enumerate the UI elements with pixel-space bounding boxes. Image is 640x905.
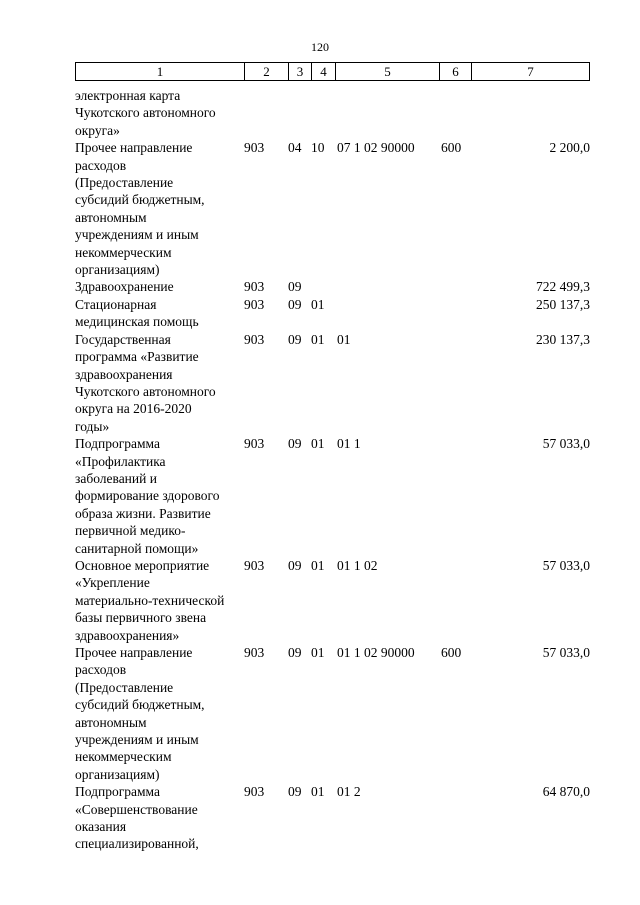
row-amount: 57 033,0 [542,645,590,660]
row-rz: 09 [288,436,302,452]
row-grbs: 903 [244,557,265,573]
row-amount: 722 499,3 [536,279,590,295]
row-name: Стационарная медицинская помощь [75,296,199,330]
header-col-4: 4 [312,63,336,80]
row-pr: 01 [311,645,325,660]
table-row [75,139,590,278]
table-row [75,296,590,331]
table-header [75,62,590,81]
row-vr: 600 [441,140,462,156]
row-csr: 01 1 02 90000 [337,645,415,660]
header-col-7: 7 [472,63,590,80]
row-grbs: 903 [244,645,265,660]
table-row [75,435,590,557]
table-row [75,557,590,644]
row-name: Подпрограмма «Профилактика заболеваний и формирование здорового образа жизни. Развитие первичной медико- санитарной помощи» [75,436,220,556]
row-rz: 09 [288,784,302,800]
row-name: Государственная программа «Развитие здравоохранения Чукотского автономного округа на 2016-2020 годы» [75,331,216,434]
row-amount: 230 137,3 [536,331,590,347]
row-amount: 64 870,0 [542,784,590,800]
row-grbs: 903 [244,140,265,156]
table-row [75,278,590,295]
row-rz: 09 [288,279,302,295]
row-amount: 2 200,0 [549,140,590,156]
row-rz: 09 [288,331,302,347]
row-rz: 04 [288,140,302,156]
row-grbs: 903 [244,784,265,800]
row-grbs: 903 [244,279,265,295]
row-csr: 01 1 02 [337,557,378,573]
table-body [75,87,590,853]
table-row [75,87,590,139]
row-name: электронная карта Чукотского автономного округа» [75,88,216,138]
header-col-5: 5 [336,63,440,80]
row-grbs: 903 [244,296,265,312]
row-name: Прочее направление расходов (Предоставление субсидий бюджетным, автономным учреждениям и иным некоммерческим организациям) [75,645,205,782]
row-csr: 07 1 02 90000 [337,140,415,156]
row-name: Подпрограмма «Совершенствование оказания специализированной, [75,784,199,852]
row-csr: 01 [337,331,351,347]
header-col-2: 2 [245,63,289,80]
row-grbs: 903 [244,331,265,347]
row-rz: 09 [288,557,302,573]
row-grbs: 903 [244,436,265,452]
row-name: Прочее направление расходов (Предоставление субсидий бюджетным, автономным учреждениям и иным некоммерческим организациям) [75,140,205,278]
row-csr: 01 1 [337,436,361,452]
table-row [75,783,590,853]
row-name: Основное мероприятие «Укрепление материально-технической базы первичного звена здравоохранения» [75,557,225,643]
row-amount: 250 137,3 [536,296,590,312]
header-col-1: 1 [76,63,245,80]
row-pr: 01 [311,331,325,347]
row-pr: 10 [311,140,325,156]
header-col-3: 3 [289,63,312,80]
row-vr: 600 [441,645,462,660]
row-rz: 09 [288,296,302,312]
row-pr: 01 [311,436,325,452]
row-amount: 57 033,0 [542,436,590,452]
row-pr: 01 [311,296,325,312]
row-rz: 09 [288,645,302,660]
page-number: 120 [311,40,329,54]
row-pr: 01 [311,557,325,573]
row-pr: 01 [311,784,325,800]
header-col-6: 6 [440,63,472,80]
row-csr: 01 2 [337,784,361,800]
table-row [75,644,590,783]
row-amount: 57 033,0 [542,557,590,573]
row-name: Здравоохранение [75,279,174,295]
table-row [75,331,590,435]
